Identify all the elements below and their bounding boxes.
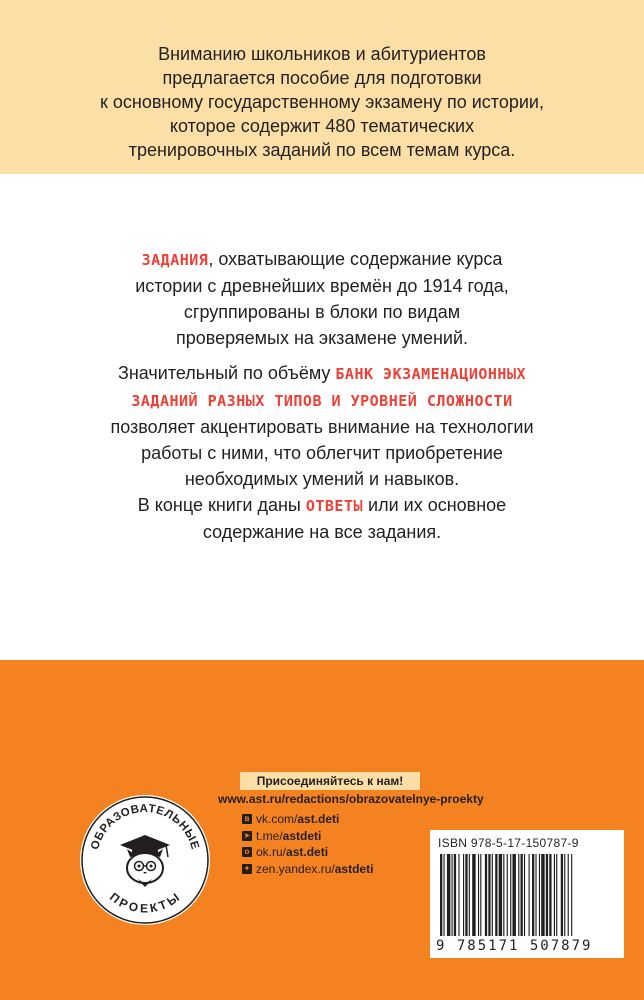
- barcode: [430, 830, 624, 958]
- barcode-stripe: [564, 854, 565, 936]
- social-links: [242, 811, 373, 877]
- barcode-bars: [440, 854, 614, 936]
- text: ok.ru/: [256, 845, 287, 859]
- barcode-stripe: [458, 854, 459, 936]
- text: работы с ними, что облегчит приобретение: [141, 443, 503, 463]
- join-us-label: Присоединяйтесь к нам!: [240, 772, 420, 790]
- barcode-digits: 9 785171 507879: [436, 938, 593, 954]
- intro-line: Вниманию школьников и абитуриентов: [158, 44, 486, 64]
- barcode-stripe: [440, 854, 442, 936]
- barcode-stripe: [492, 854, 493, 936]
- barcode-stripe: [447, 854, 450, 936]
- text: zen.yandex.ru/: [256, 861, 335, 876]
- accent-answers: ОТВЕТЫ: [305, 497, 364, 515]
- ok-icon: о: [242, 847, 252, 857]
- barcode-stripe: [561, 854, 563, 936]
- barcode-stripe: [507, 854, 508, 936]
- barcode-stripe: [465, 854, 467, 936]
- social-zen[interactable]: [242, 861, 373, 878]
- logo-bottom-text: ПРОЕКТЫ: [107, 889, 183, 916]
- barcode-stripe: [518, 854, 519, 936]
- social-vk[interactable]: [242, 811, 373, 828]
- barcode-stripe: [554, 854, 555, 936]
- barcode-stripe: [539, 854, 540, 936]
- text: astdeti: [334, 861, 374, 876]
- barcode-stripe: [463, 854, 464, 936]
- text: необходимых умений и навыков.: [184, 469, 460, 489]
- intro-text: [40, 42, 604, 162]
- zen-icon: ✦: [243, 863, 251, 873]
- barcode-stripe: [503, 854, 504, 936]
- intro-line: к основному государственному экзамену по истории,: [100, 92, 544, 112]
- text: , охватывающие содержание курса: [208, 249, 503, 269]
- accent-bank: БАНК ЭКЗАМЕНАЦИОННЫХ: [335, 365, 527, 383]
- accent-bank-2: ЗАДАНИЙ РАЗНЫХ ТИПОВ И УРОВНЕЙ СЛОЖНОСТИ: [131, 392, 513, 410]
- barcode-stripe: [454, 854, 456, 936]
- text: позволяет акцентировать внимание на технологии: [110, 417, 534, 437]
- vk-icon: в: [242, 814, 252, 824]
- text: vk.com/: [256, 812, 298, 826]
- barcode-stripe: [568, 854, 569, 936]
- paragraph-bank: [60, 360, 584, 492]
- barcode-stripe: [452, 854, 453, 936]
- barcode-stripe: [443, 854, 444, 936]
- text: t.me/: [256, 828, 283, 843]
- text: ast.deti: [286, 845, 329, 859]
- paragraph-tasks: [60, 246, 584, 351]
- barcode-stripe: [532, 854, 534, 936]
- logo-graphic: [80, 795, 210, 925]
- barcode-stripe: [546, 854, 548, 936]
- text: astdeti: [282, 828, 322, 843]
- website-link[interactable]: www.ast.ru/redactions/obrazovatelnye-proekty: [218, 792, 484, 806]
- intro-line: которое содержит 480 тематических: [169, 116, 475, 136]
- barcode-stripe: [571, 854, 572, 936]
- social-ok[interactable]: [242, 844, 373, 861]
- barcode-stripe: [512, 854, 515, 936]
- barcode-stripe: [524, 854, 525, 936]
- text: Значительный по объёму: [117, 363, 336, 383]
- barcode-stripe: [556, 854, 557, 936]
- barcode-stripe: [488, 854, 490, 936]
- description-section: [0, 174, 644, 660]
- social-telegram[interactable]: [242, 828, 373, 845]
- barcode-stripe: [469, 854, 470, 936]
- text: проверяемых на экзамене умений.: [175, 328, 469, 348]
- text: ast.deti: [297, 812, 340, 826]
- telegram-icon: ➤: [243, 830, 251, 840]
- text: или их основное: [363, 495, 507, 515]
- text: истории с древнейших времён до 1914 года,: [135, 276, 509, 296]
- barcode-stripe: [495, 854, 497, 936]
- barcode-stripe: [521, 854, 523, 936]
- intro-line: предлагается пособие для подготовки: [162, 68, 482, 88]
- intro-band: [0, 0, 644, 174]
- publisher-logo: [80, 795, 210, 925]
- barcode-stripe: [472, 854, 475, 936]
- text: В конце книги даны: [137, 495, 306, 515]
- logo-top-text: ОБРАЗОВАТЕЛЬНЫЕ: [89, 802, 201, 852]
- barcode-stripe: [485, 854, 487, 936]
- barcode-stripe: [535, 854, 536, 936]
- barcode-stripe: [480, 854, 481, 936]
- barcode-stripe: [549, 854, 551, 936]
- back-cover-footer: [0, 660, 644, 1000]
- barcode-stripe: [478, 854, 479, 936]
- text: сгруппированы в блоки по видам: [183, 302, 461, 322]
- barcode-stripe: [499, 854, 502, 936]
- barcode-stripe: [541, 854, 544, 936]
- paragraph-answers: [60, 492, 584, 545]
- accent-tasks: ЗАДАНИЯ: [141, 251, 209, 269]
- intro-line: тренировочных заданий по всем темам курса.: [128, 140, 516, 160]
- isbn-label: ISBN 978-5-17-150787-9: [438, 836, 579, 850]
- text: содержание на все задания.: [202, 522, 442, 542]
- barcode-stripe: [510, 854, 511, 936]
- barcode-stripe: [529, 854, 530, 936]
